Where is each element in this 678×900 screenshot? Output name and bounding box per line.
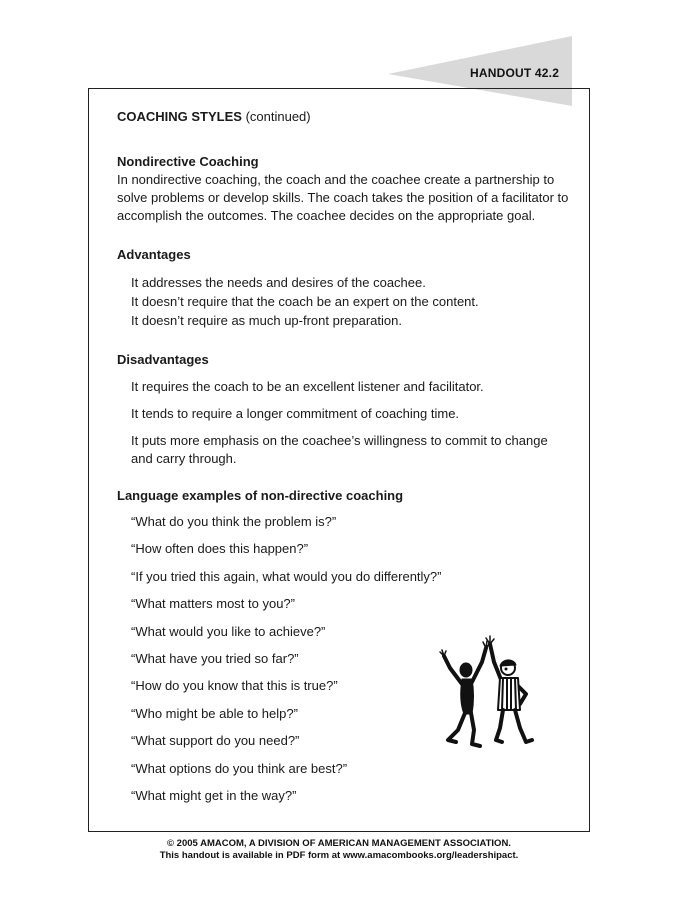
nondirective-description: In nondirective coaching, the coach and the coachee create a partnership to solve problems or develop skills. The coach takes the position of a facilitator to accomplish the outcomes. The coachee decides on the appropriate goal. — [117, 172, 569, 223]
footer-copyright-line: © 2005 AMACOM, A DIVISION OF AMERICAN MANAGEMENT ASSOCIATION. — [167, 838, 511, 849]
advantage-item: It doesn’t require as much up-front preparation. — [131, 313, 402, 328]
page-title-suffix: (continued) — [241, 109, 311, 124]
disadvantages-heading: Disadvantages — [117, 352, 209, 367]
disadvantage-item: It requires the coach to be an excellent listener and facilitator. — [131, 379, 484, 394]
advantage-item: It addresses the needs and desires of the coachee. — [131, 275, 426, 290]
celebrating-figures-icon — [436, 632, 546, 752]
disadvantage-item: It puts more emphasis on the coachee’s willingness to commit to change and carry through. — [131, 433, 548, 466]
language-example-item: “If you tried this again, what would you do differently?” — [131, 568, 442, 584]
footer-availability-line: This handout is available in PDF form at www.amacombooks.org/leadershipact. — [159, 850, 519, 861]
advantage-item: It doesn’t require that the coach be an expert on the content. — [131, 294, 479, 309]
copyright-footer — [0, 838, 678, 862]
language-example-item: “What do you think the problem is?” — [131, 514, 337, 529]
language-example-item: “How often does this happen?” — [131, 541, 309, 557]
language-example-item: “Who might be able to help?” — [131, 705, 298, 721]
advantages-heading: Advantages — [117, 247, 191, 262]
language-example-item: “What matters most to you?” — [131, 596, 295, 612]
language-examples-heading: Language examples of non-directive coaching — [117, 488, 404, 503]
nondirective-heading: Nondirective Coaching — [117, 154, 259, 169]
language-example-item: “What have you tried so far?” — [131, 650, 299, 666]
celebrating-figures-illustration — [436, 632, 546, 752]
disadvantage-item: It tends to require a longer commitment of coaching time. — [131, 406, 460, 421]
language-example-item: “How do you know that this is true?” — [131, 678, 338, 694]
language-example-item: “What options do you think are best?” — [131, 760, 348, 776]
language-example-item: “What might get in the way?” — [131, 787, 297, 803]
advantages-list — [117, 273, 572, 330]
page-title — [117, 108, 572, 126]
language-example-item: “What support do you need?” — [131, 733, 300, 749]
handout-label: HANDOUT 42.2 — [470, 66, 560, 80]
page-title-main: COACHING STYLES — [117, 109, 242, 124]
disadvantages-list — [117, 378, 572, 468]
language-example-item: “What would you like to achieve?” — [131, 623, 326, 639]
